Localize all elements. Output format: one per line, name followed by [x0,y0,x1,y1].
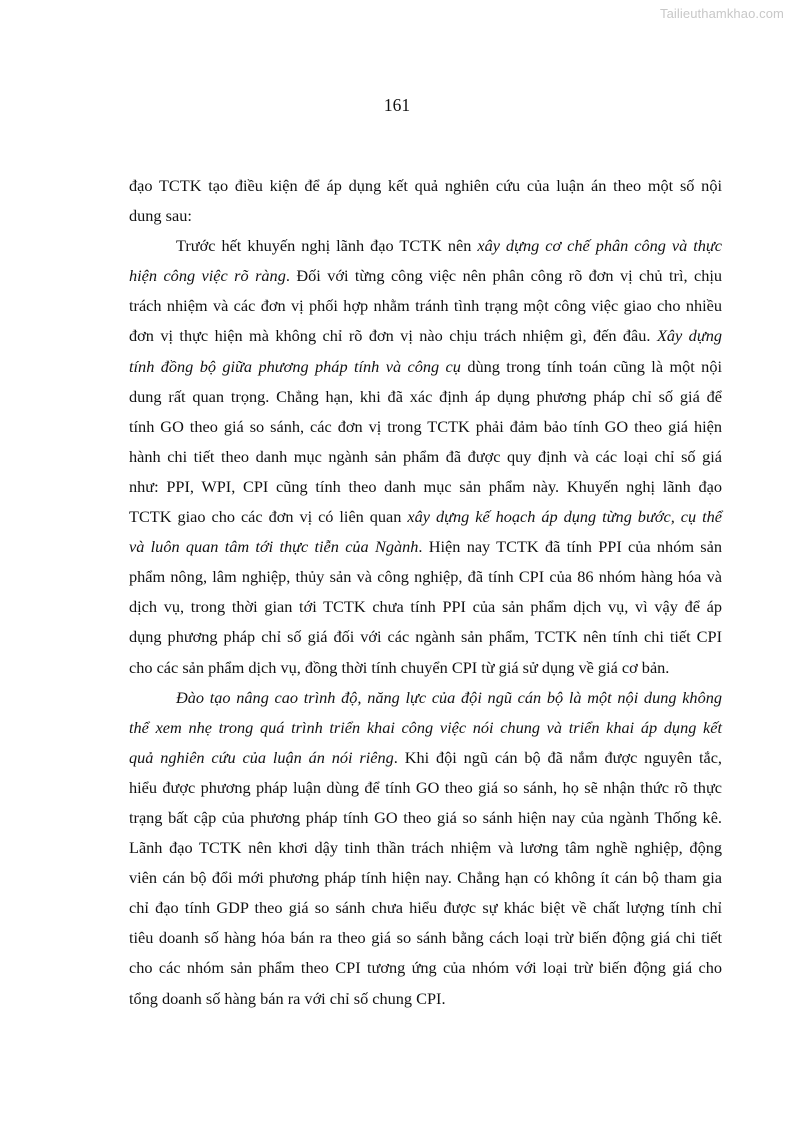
paragraph [129,171,722,231]
text-run: . Hiện nay TCTK đã tính PPI của nhóm sản [418,537,722,557]
text-line [129,382,722,412]
text-line [129,592,722,622]
text-line [129,412,722,442]
text-line [129,352,722,382]
text-run: dụng phương pháp chỉ số giá đối với các ngành sản phẩm, TCTK nên tính chi tiết CPI [129,627,722,647]
text-line [129,984,722,1014]
text-line [129,291,722,321]
text-line [129,231,722,261]
text-run: cho các sản phẩm dịch vụ, đồng thời tính chuyển CPI từ giá sử dụng về giá cơ bản. [129,657,670,677]
italic-text: tính đồng bộ giữa phương pháp tính và công cụ [129,356,461,376]
text-line [129,171,722,201]
text-run: hành chi tiết theo danh mục ngành sản phẩm đã được quy định và các loại chỉ số giá [129,446,722,466]
text-line [129,713,722,743]
text-line [129,803,722,833]
text-run: như: PPI, WPI, CPI cũng tính theo danh mục sản phẩm này. Khuyến nghị lãnh đạo [129,476,722,496]
text-run: dung sau: [129,206,192,226]
text-run: trách nhiệm và các đơn vị phối hợp nhằm tránh tình trạng một công việc giao cho nhiều [129,296,722,316]
text-run: . Đối với từng công việc nên phân công rõ đơn vị chủ trì, chịu [285,266,722,286]
text-line [129,321,722,351]
text-run: đạo TCTK tạo điều kiện để áp dụng kết quả nghiên cứu của luận án theo một số nội [129,176,722,195]
text-line [129,472,722,502]
text-run: cho các nhóm sản phẩm theo CPI tương ứng của nhóm với loại trừ biến động giá cho [129,958,722,978]
italic-text: Xây dựng [656,326,722,346]
text-line [129,562,722,592]
italic-text: quả nghiên cứu của luận án nói riêng [129,747,394,767]
text-line [129,833,722,863]
text-run: dung rất quan trọng. Chẳng hạn, khi đã xác định áp dụng phương pháp chỉ số giá để [129,386,722,406]
text-line [129,953,722,983]
page-number: 161 [383,95,411,115]
italic-text: xây dựng kế hoạch áp dụng từng bước, cụ thể [407,507,722,527]
text-run: hiểu được phương pháp luận dùng để tính GO theo giá so sánh, họ sẽ nhận thức rõ thực [129,777,722,797]
text-run: phẩm nông, lâm nghiệp, thủy sản và công nghiệp, đã tính CPI của 86 nhóm hàng hóa và [129,567,722,587]
text-run: Lãnh đạo TCTK nên khơi dậy tinh thần trách nhiệm và lương tâm nghề nghiệp, động [129,838,722,858]
document-body [129,171,722,1014]
text-line [129,261,722,291]
text-line [129,923,722,953]
text-line [129,653,722,683]
watermark: Tailieuthamkhao.com [659,6,784,21]
text-run: tổng doanh số hàng bán ra với chỉ số chung CPI. [129,988,446,1008]
italic-text: Đào tạo nâng cao trình độ, năng lực của đội ngũ cán bộ là một nội dung không [176,687,722,707]
text-line [129,773,722,803]
text-line [129,893,722,923]
italic-text: xây dựng cơ chế phân công và thực [477,236,722,256]
text-run: viên cán bộ đổi mới phương pháp tính hiện nay. Chẳng hạn có không ít cán bộ tham gia [129,868,722,888]
paragraph [129,231,722,682]
text-run: tiêu doanh số hàng hóa bán ra theo giá so sánh bằng cách loại trừ biến động giá chi tiết [129,928,722,948]
italic-text: thể xem nhẹ trong quá trình triển khai công việc nói chung và triển khai áp dụng kết [129,717,722,737]
italic-text: hiện công việc rõ ràng [129,266,286,286]
text-line [129,201,722,231]
text-line [129,502,722,532]
text-line [129,532,722,562]
text-run: tính GO theo giá so sánh, các đơn vị trong TCTK phải đảm bảo tính GO theo giá hiện [129,416,722,436]
text-line [129,863,722,893]
text-line [129,622,722,652]
text-run: TCTK giao cho các đơn vị có liên quan [129,507,408,527]
text-run: Trước hết khuyến nghị lãnh đạo TCTK nên [176,236,478,256]
text-run: . Khi đội ngũ cán bộ đã nắm được nguyên tắc, [393,747,722,767]
text-run: đơn vị thực hiện mà không chỉ rõ đơn vị nào chịu trách nhiệm gì, đến đâu. [129,326,657,346]
text-line [129,683,722,713]
text-run: trạng bất cập của phương pháp tính GO theo giá so sánh hiện nay của ngành Thống kê. [129,807,722,827]
italic-text: và luôn quan tâm tới thực tiễn của Ngành [129,537,419,557]
text-run: dùng trong tính toán cũng là một nội [460,356,722,376]
text-line [129,442,722,472]
text-line [129,743,722,773]
text-run: chỉ đạo tính GDP theo giá so sánh chưa hiểu được sự khác biệt về chất lượng tính chỉ [129,898,722,918]
paragraph [129,683,722,1014]
text-run: dịch vụ, trong thời gian tới TCTK chưa tính PPI của sản phẩm dịch vụ, vì vậy để áp [129,597,722,617]
